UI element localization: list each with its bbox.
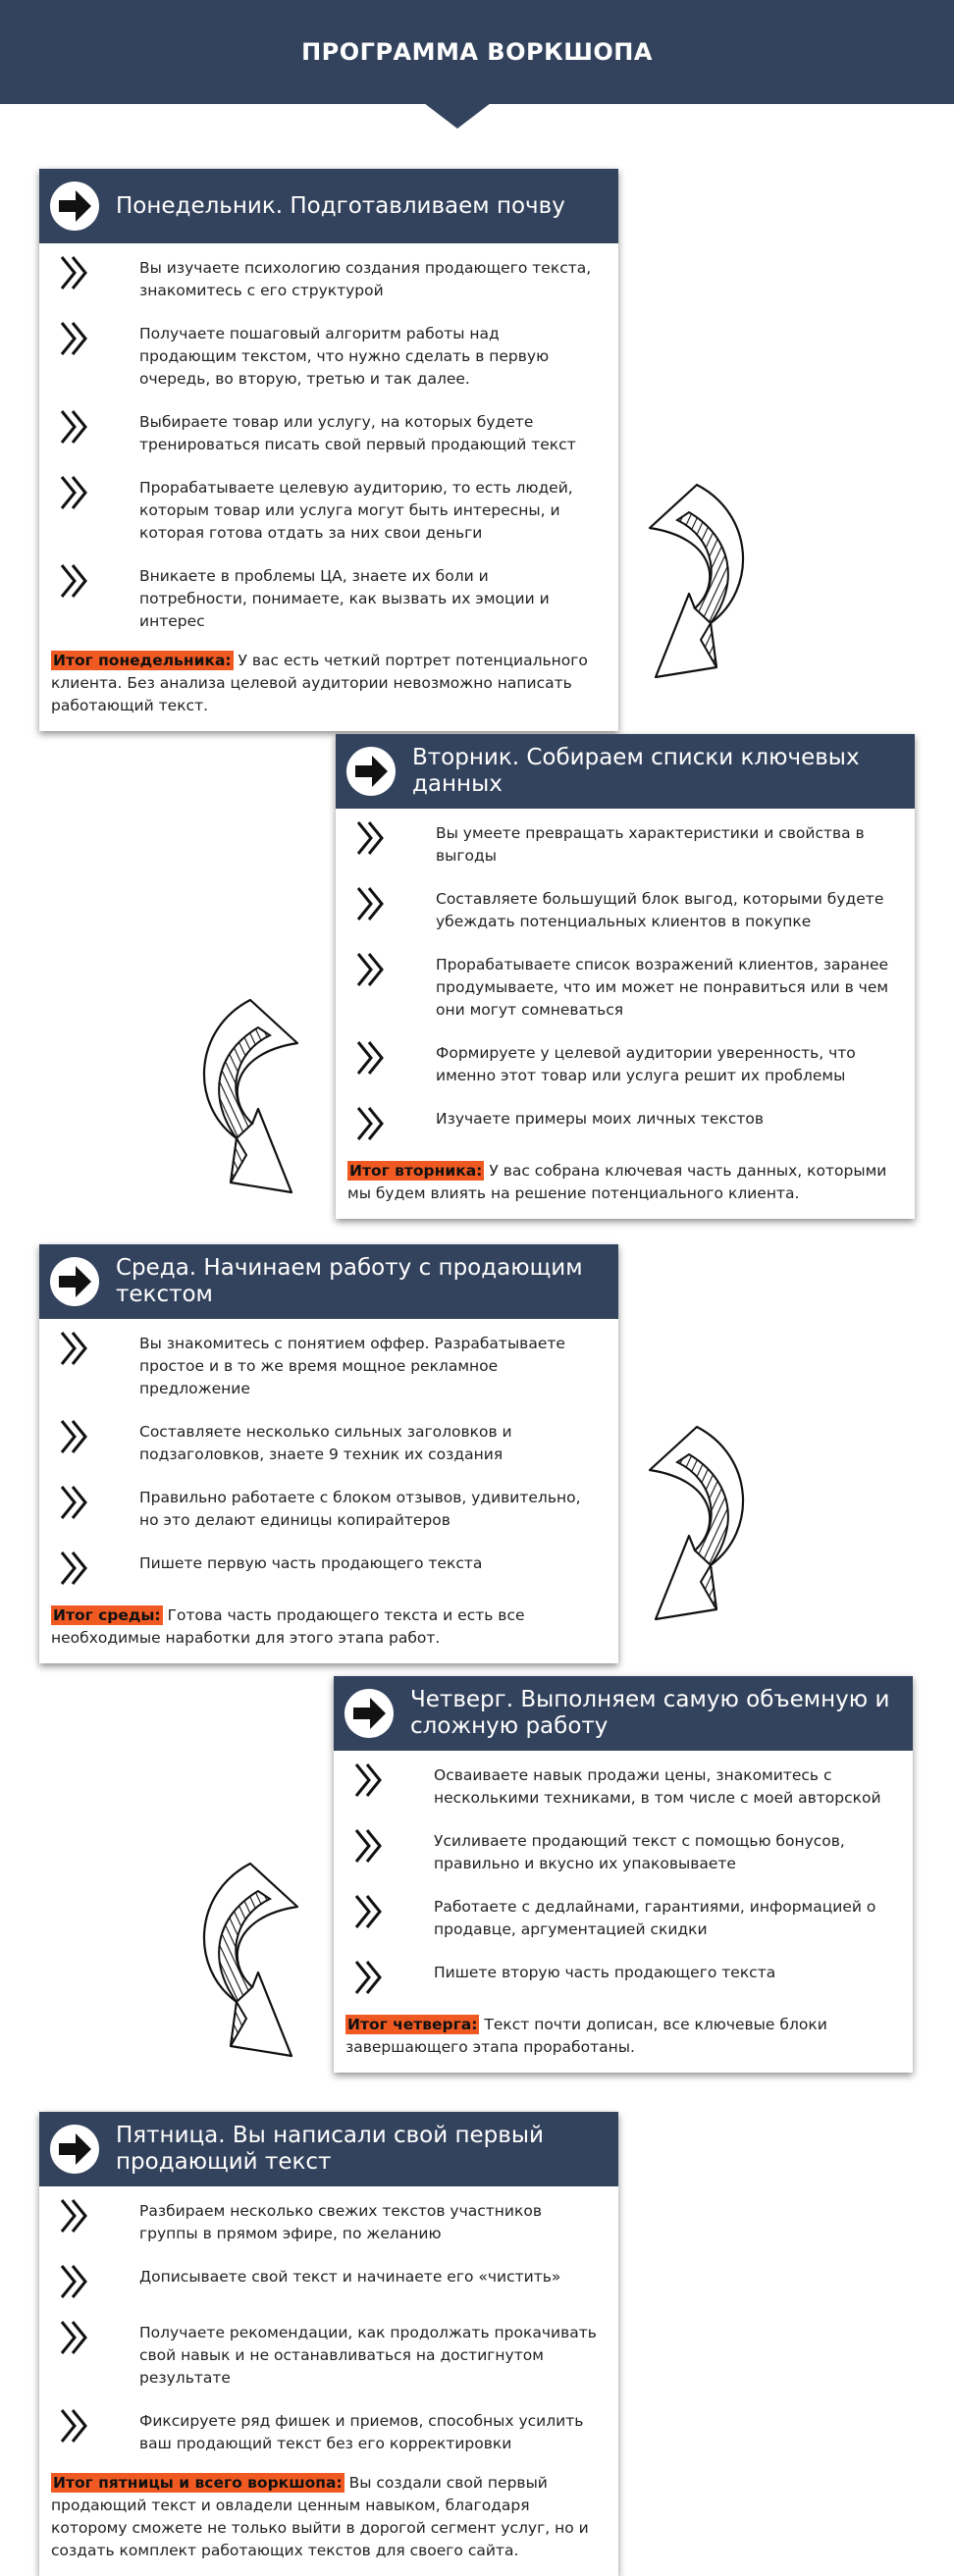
day-items (39, 1319, 618, 1588)
item-text: Составляете несколько сильных заголовков и подзаголовков, знаете 9 техник их создания (139, 1423, 512, 1463)
double-chevron-right-icon (353, 1958, 387, 1997)
list-item (57, 253, 601, 302)
day-items (39, 2186, 618, 2455)
list-item (351, 1892, 895, 1941)
list-item (57, 1417, 601, 1466)
item-text: Пишете первую часть продающего текста (139, 1554, 483, 1572)
summary-text: Готова часть продающего текста и есть все необходимые наработки для этого этапа работ. (51, 1606, 525, 1647)
day-title: Понедельник. Подготавливаем почву (116, 192, 565, 219)
double-chevron-right-icon (355, 1104, 389, 1143)
double-chevron-right-icon (59, 473, 92, 512)
day-items (334, 1751, 913, 1997)
item-text: Вы знакомитесь с понятием оффер. Разрабатываете простое и в то же время мощное рекламное предложение (139, 1335, 565, 1397)
day-summary (39, 2472, 618, 2576)
list-item (353, 1038, 897, 1087)
day-title: Среда. Начинаем работу с продающим текстом (116, 1255, 583, 1307)
summary-label: Итог вторника: (349, 1162, 483, 1180)
double-chevron-right-icon (59, 1417, 92, 1456)
list-item (351, 1958, 895, 1997)
day-header (336, 734, 915, 809)
double-chevron-right-icon (59, 1483, 92, 1522)
list-item (353, 950, 897, 1022)
summary-label: Итог понедельника: (53, 652, 232, 669)
double-chevron-right-icon (59, 2262, 92, 2301)
list-item (351, 1826, 895, 1875)
list-item (57, 2196, 601, 2245)
arrow-right-circle-icon (49, 181, 100, 232)
day-header (334, 1676, 913, 1751)
item-text: Вникаете в проблемы ЦА, знаете их боли и потребности, понимаете, как вызвать их эмоции и интерес (139, 567, 550, 630)
curved-arrow-down-icon (638, 481, 766, 707)
item-text: Усиливаете продающий текст с помощью бонусов, правильно и вкусно их упаковываете (434, 1832, 845, 1872)
summary-label: Итог среды: (53, 1606, 161, 1624)
item-text: Формируете у целевой аудитории уверенность, что именно этот товар или услуга решит их проблемы (436, 1044, 856, 1084)
curved-arrow-down-icon (638, 1423, 766, 1649)
item-text: Получаете пошаговый алгоритм работы над продающим текстом, что нужно сделать в первую очередь, во вторую, третью и так далее. (139, 325, 550, 388)
day-title: Пятница. Вы написали свой первый продающий текст (116, 2123, 544, 2175)
list-item (57, 561, 601, 633)
day-header (39, 2112, 618, 2186)
double-chevron-right-icon (353, 1892, 387, 1931)
double-chevron-right-icon (355, 950, 389, 989)
double-chevron-right-icon (59, 2406, 92, 2445)
list-item (353, 884, 897, 933)
page-title: ПРОГРАММА ВОРКШОПА (301, 38, 653, 66)
day-summary (39, 1604, 618, 1663)
list-item (57, 1329, 601, 1400)
double-chevron-right-icon (59, 319, 92, 358)
item-text: Разбираем несколько свежих текстов участников группы в прямом эфире, по желанию (139, 2202, 542, 2242)
curved-arrow-down-icon (182, 996, 309, 1222)
day-summary (334, 2014, 913, 2073)
arrow-right-circle-icon (345, 746, 397, 797)
day-title: Вторник. Собираем списки ключевых данных (412, 745, 860, 797)
day-title: Четверг. Выполняем самую объемную и сложную работу (410, 1687, 890, 1739)
arrow-right-circle-icon (49, 1256, 100, 1307)
list-item (351, 1761, 895, 1810)
item-text: Получаете рекомендации, как продолжать прокачивать свой навык и не останавливаться на достигнутом результате (139, 2324, 597, 2387)
double-chevron-right-icon (355, 884, 389, 923)
summary-label: Итог пятницы и всего воркшопа: (53, 2474, 343, 2492)
arrow-right-circle-icon (49, 2124, 100, 2175)
day-card-friday (39, 2112, 618, 2576)
summary-text: У вас есть четкий портрет потенциального клиента. Без анализа целевой аудитории невозможно написать работающий текст. (51, 652, 588, 714)
item-text: Вы изучаете психологию создания продающего текста, знакомитесь с его структурой (139, 259, 592, 299)
item-text: Пишете вторую часть продающего текста (434, 1964, 776, 1981)
day-card-wednesday (39, 1244, 618, 1663)
item-text: Прорабатываете список возражений клиентов, заранее продумываете, что им может не понравиться или в чем они могут сомневаться (436, 956, 889, 1019)
double-chevron-right-icon (59, 253, 92, 292)
double-chevron-right-icon (353, 1761, 387, 1800)
list-item (57, 2406, 601, 2455)
item-text: Осваиваете навык продажи цены, знакомитесь с несколькими техниками, в том числе с моей авторской (434, 1766, 881, 1807)
double-chevron-right-icon (353, 1826, 387, 1866)
curved-arrow-down-icon (182, 1860, 309, 2085)
item-text: Правильно работаете с блоком отзывов, удивительно, но это делают единицы копирайтеров (139, 1489, 581, 1529)
item-text: Изучаете примеры моих личных текстов (436, 1110, 765, 1128)
list-item (57, 473, 601, 545)
list-item (353, 818, 897, 867)
summary-text: Вы создали свой первый продающий текст и овладели ценным навыком, благодаря которому сможете не только выйти в дорогой сегмент услуг, но и создать комплект работающих текстов для своего сайта. (51, 2474, 589, 2559)
list-item (57, 2318, 601, 2390)
double-chevron-right-icon (59, 2196, 92, 2235)
summary-text: Текст почти дописан, все ключевые блоки завершающего этапа проработаны. (345, 2016, 827, 2056)
item-text: Составляете большущий блок выгод, которыми будете убеждать потенциальных клиентов в покупке (436, 890, 884, 930)
double-chevron-right-icon (59, 1549, 92, 1588)
summary-label: Итог четверга: (347, 2016, 478, 2033)
day-summary (39, 650, 618, 731)
day-summary (336, 1160, 915, 1219)
item-text: Прорабатываете целевую аудиторию, то есть людей, которым товар или услуга могут быть интересны, и которая готова отдать за них свои деньги (139, 479, 573, 542)
list-item (57, 1483, 601, 1532)
double-chevron-right-icon (59, 407, 92, 447)
item-text: Работаете с дедлайнами, гарантиями, информацией о продавце, аргументацией скидки (434, 1898, 876, 1938)
day-items (39, 243, 618, 633)
day-items (336, 809, 915, 1143)
item-text: Фиксируете ряд фишек и приемов, способных усилить ваш продающий текст без его корректировки (139, 2412, 584, 2452)
item-text: Вы умеете превращать характеристики и свойства в выгоды (436, 824, 865, 865)
double-chevron-right-icon (59, 561, 92, 601)
item-text: Выбираете товар или услугу, на которых будете тренироваться писать свой первый продающий текст (139, 413, 576, 453)
list-item (353, 1104, 897, 1143)
double-chevron-right-icon (59, 2318, 92, 2357)
list-item (57, 2262, 601, 2301)
day-header (39, 169, 618, 243)
list-item (57, 1549, 601, 1588)
day-card-monday (39, 169, 618, 731)
list-item (57, 407, 601, 456)
double-chevron-right-icon (355, 818, 389, 858)
day-card-tuesday (336, 734, 915, 1219)
day-header (39, 1244, 618, 1319)
arrow-right-circle-icon (344, 1688, 395, 1739)
list-item (57, 319, 601, 391)
double-chevron-right-icon (59, 1329, 92, 1368)
day-card-thursday (334, 1676, 913, 2073)
double-chevron-right-icon (355, 1038, 389, 1078)
header-notch (424, 103, 491, 129)
item-text: Дописываете свой текст и начинаете его «чистить» (139, 2268, 561, 2286)
summary-text: У вас собрана ключевая часть данных, которыми мы будем влиять на решение потенциального клиента. (347, 1162, 887, 1202)
